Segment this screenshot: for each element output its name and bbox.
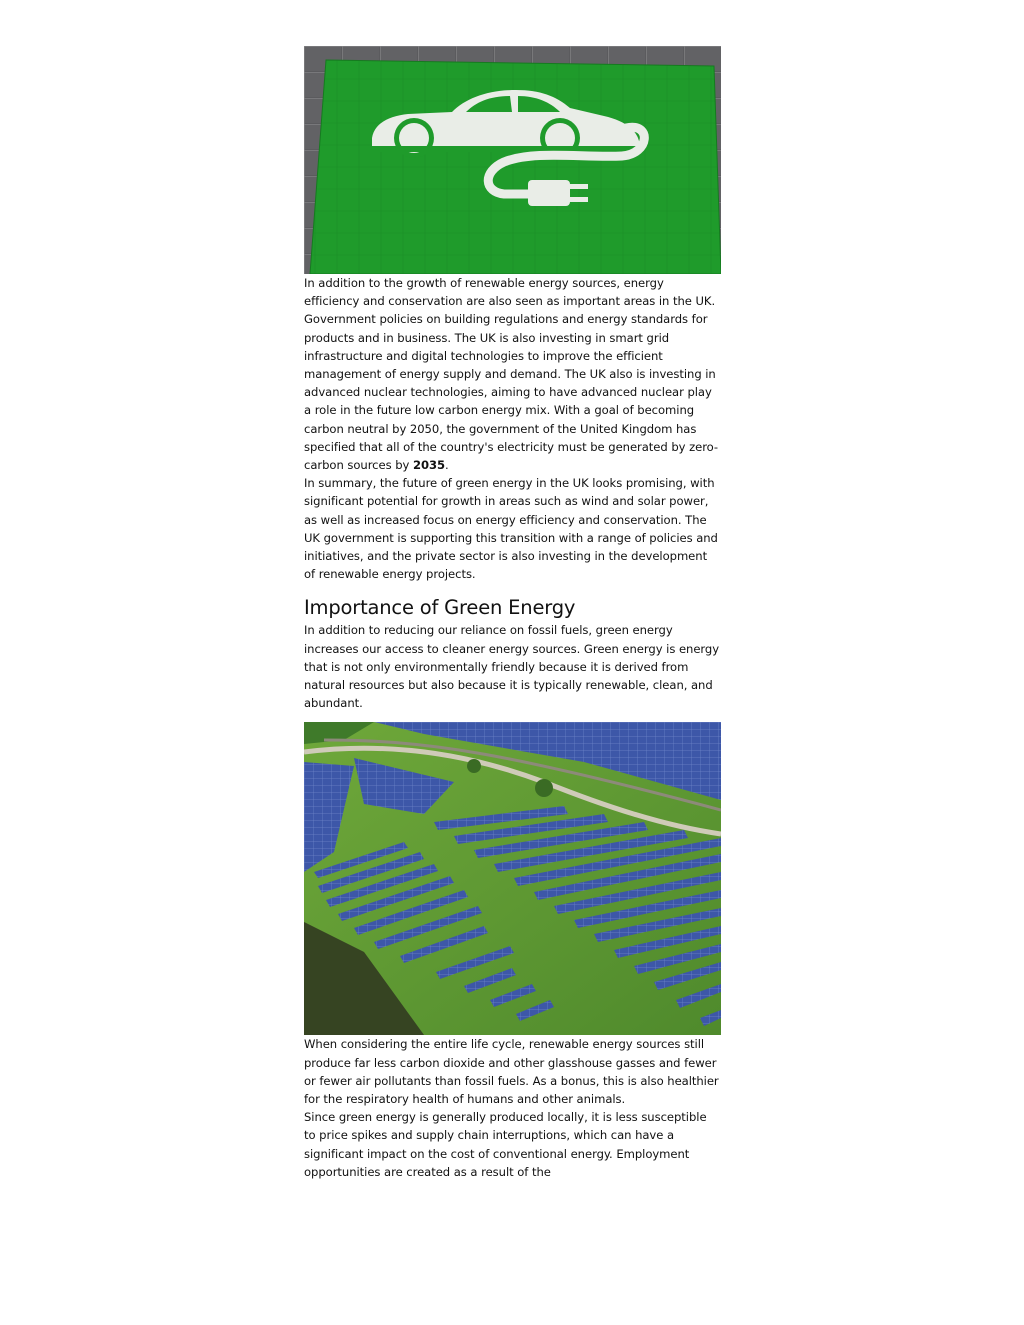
paragraph-importance: In addition to reducing our reliance on fossil fuels, green energy increases our access to cleaner energy sources. Green energy is energy that is not only environmentally friendly because it is derived from natural resources but also because it is typically renewable, clean, and abundant. xyxy=(304,623,720,711)
year-highlight: 2035 xyxy=(412,458,446,473)
paragraph-life-cycle: When considering the entire life cycle, renewable energy sources still produce far less carbon dioxide and other glasshouse gasses and fewer or fewer air pollutants than fossil fuels. As a bonus, this is also healthier for the respiratory health of humans and other animals. xyxy=(304,1037,719,1107)
ev-charging-image xyxy=(304,46,721,274)
paragraph-local-production: Since green energy is generally produced locally, it is less susceptible to price spikes and supply chain interruptions, which can have a significant impact on the cost of conventional energy. Employment opportunities are created as a result of the xyxy=(304,1110,707,1179)
article xyxy=(304,46,721,1181)
solar-farm-image xyxy=(304,722,721,1035)
solar-panel-icon xyxy=(304,722,721,1035)
paragraph-summary: In summary, the future of green energy in the UK looks promising, with significant potential for growth in areas such as wind and solar power, as well as increased focus on energy efficiency and conservation. The UK government is supporting this transition with a range of policies and initiatives, and the private sector is also investing in the development of renewable energy projects. xyxy=(304,476,718,582)
paragraph-uk-efficiency xyxy=(304,274,721,474)
paragraph-end: . xyxy=(445,458,449,473)
paragraph-text: In addition to the growth of renewable energy sources, energy efficiency and conservation are also seen as important areas in the UK. Government policies on building regulations and energy standards for products and in business. The UK is also investing in smart grid infrastructure and digital technologies to improve the efficient management of energy supply and demand. The UK also is investing in advanced nuclear technologies, aiming to have advanced nuclear play a role in the future low carbon energy mix. With a goal of becoming carbon neutral by 2050, the government of the United Kingdom has specified that all of the country's electricity must be generated by zero-carbon sources by xyxy=(304,276,719,473)
ev-charging-car-icon xyxy=(304,46,721,274)
section-heading: Importance of Green Energy xyxy=(304,596,576,620)
